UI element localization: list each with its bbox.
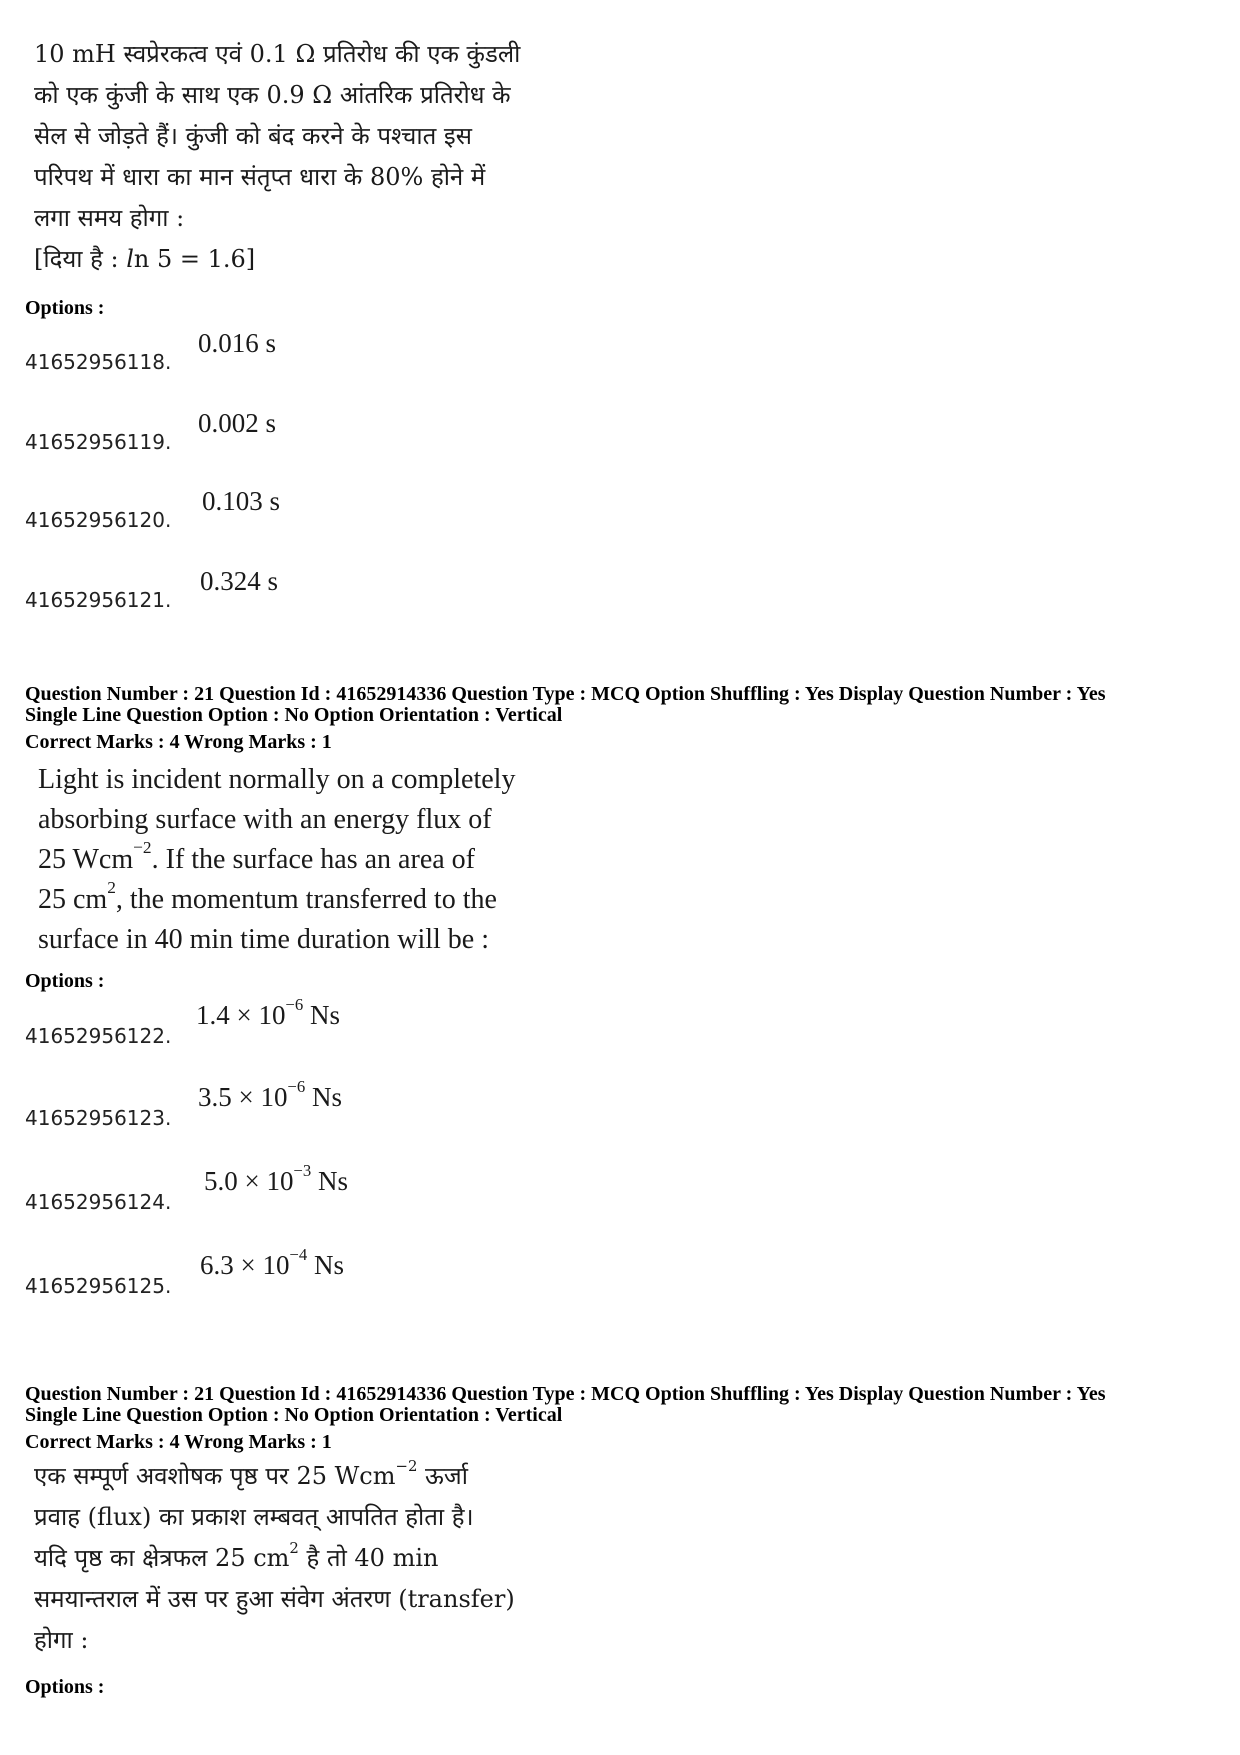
option-id: 41652956125. bbox=[25, 1274, 172, 1298]
q21-meta-block bbox=[25, 684, 1105, 753]
question-meta-line-2: Single Line Question Option : No Option Orientation : Vertical bbox=[25, 704, 563, 726]
q21-english-text bbox=[38, 760, 515, 960]
q20-hindi-text bbox=[34, 34, 520, 280]
option-id: 41652956124. bbox=[25, 1190, 172, 1214]
q20-line-5: लगा समय होगा : bbox=[34, 204, 185, 232]
q20-line-2: को एक कुंजी के साथ एक 0.9 Ω आंतरिक प्रतिरोध के bbox=[34, 81, 511, 109]
q21-hindi-text bbox=[34, 1456, 515, 1661]
q21-hi-line-3: यदि पृष्ठ का क्षेत्रफल 25 $cm^2$ है तो 40 min bbox=[34, 1539, 439, 1572]
option-id: 41652956119. bbox=[25, 430, 172, 454]
q21-hindi-options-label: Options : bbox=[25, 1676, 105, 1698]
q20-given-rest: n 5 = 1.6] bbox=[133, 245, 256, 273]
question-meta-line-1: Question Number : 21 Question Id : 41652914336 Question Type : MCQ Option Shuffling : Yes Display Question Number : Yes bbox=[25, 683, 1106, 705]
area-exponent: 2 bbox=[289, 1539, 299, 1558]
option-id: 41652956123. bbox=[25, 1106, 172, 1130]
option-value: 0.324 s bbox=[200, 566, 279, 596]
question-meta-line-2: Single Line Question Option : No Option Orientation : Vertical bbox=[25, 1404, 563, 1426]
flux-value: 25 Wcm bbox=[38, 844, 134, 875]
q21-en-line-4 bbox=[38, 880, 515, 920]
q21-hi-line-1: एक सम्पूर्ण अवशोषक पृष्ठ पर 25 Wcm$^{-2}$ ऊर्जा bbox=[34, 1457, 468, 1490]
q21-options-label: Options : bbox=[25, 970, 105, 992]
question-meta-line-1: Question Number : 21 Question Id : 41652914336 Question Type : MCQ Option Shuffling : Yes Display Question Number : Yes bbox=[25, 1383, 1106, 1405]
option-value: 0.103 s bbox=[202, 486, 281, 516]
q21-en-line-4-rest: , the momentum transferred to the bbox=[115, 884, 497, 915]
option-value: $3.5 \times 10^{-6}$ Ns bbox=[198, 1076, 343, 1112]
q20-line-4: परिपथ में धारा का मान संतृप्त धारा के 80% होने में bbox=[34, 163, 486, 191]
q20-line-1: 10 mH स्वप्रेरकत्व एवं 0.1 Ω प्रतिरोध की एक कुंडली bbox=[34, 40, 521, 68]
option-value: $5.0 \times 10^{-3}$ Ns bbox=[204, 1160, 349, 1196]
option-value: 0.002 s bbox=[198, 408, 277, 438]
option-value: $6.3 \times 10^{-4}$ Ns bbox=[200, 1244, 345, 1280]
area-value: 25 cm bbox=[38, 884, 108, 915]
question-meta-line-3: Correct Marks : 4 Wrong Marks : 1 bbox=[25, 731, 332, 753]
q21-en-line-3 bbox=[38, 840, 515, 880]
option-id: 41652956121. bbox=[25, 588, 172, 612]
option-value: $1.4 \times 10^{-6}$ Ns bbox=[196, 994, 341, 1030]
option-id: 41652956118. bbox=[25, 350, 172, 374]
q21-hindi-meta-block bbox=[25, 1384, 1105, 1453]
q20-line-3: सेल से जोड़ते हैं। कुंजी को बंद करने के पश्चात इस bbox=[34, 122, 472, 150]
q21-hi-line-2: प्रवाह (flux) का प्रकाश लम्बवत् आपतित होता है। bbox=[34, 1503, 474, 1531]
q21-en-line-5: surface in 40 min time duration will be : bbox=[38, 924, 490, 955]
q20-given-prefix: [दिया है : bbox=[34, 245, 127, 273]
q20-given bbox=[34, 239, 520, 280]
q21-hi-line-4: समयान्तराल में उस पर हुआ संवेग अंतरण (transfer) bbox=[34, 1585, 515, 1613]
q21-en-line-1: Light is incident normally on a completely bbox=[38, 764, 516, 795]
area-exponent: 2 bbox=[107, 878, 116, 898]
q20-given-ln: l bbox=[126, 245, 134, 273]
flux-exponent: −2 bbox=[395, 1457, 418, 1476]
option-id: 41652956120. bbox=[25, 508, 172, 532]
q21-en-line-3-rest: . If the surface has an area of bbox=[151, 844, 475, 875]
flux-exponent: −2 bbox=[133, 838, 152, 858]
q20-options-label: Options : bbox=[25, 297, 105, 319]
option-value: 0.016 s bbox=[198, 328, 277, 358]
question-meta-line-3: Correct Marks : 4 Wrong Marks : 1 bbox=[25, 1431, 332, 1453]
option-id: 41652956122. bbox=[25, 1024, 172, 1048]
q21-hi-line-5: होगा : bbox=[34, 1626, 89, 1654]
q21-en-line-2: absorbing surface with an energy flux of bbox=[38, 804, 492, 835]
